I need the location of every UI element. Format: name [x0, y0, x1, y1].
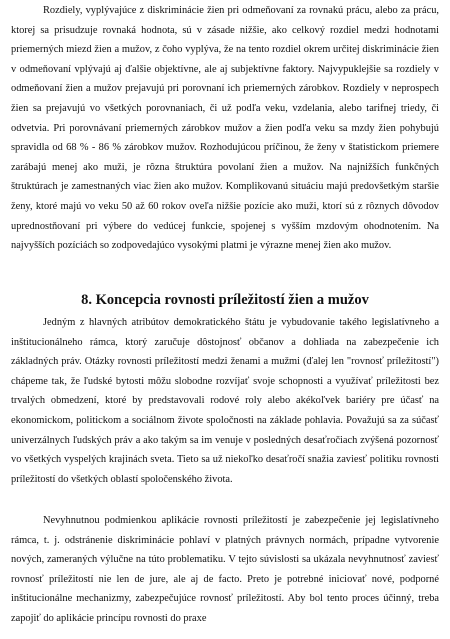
body-paragraph: Rozdiely, vyplývajúce z diskriminácie žien pri odmeňovaní za rovnakú prácu, alebo za prácu, ktorej sa prisudzuje rovnaká hodnota, sú v zásade nižšie, ako celkový rozdiel medzi hodnotami priemerných miezd žien a mužov, z čoho vyplýva, že na tento rozdiel okrem určitej diskriminácie žien v odmeňovaní vplývajú aj ďalšie objektívne, ale aj subjektívne faktory. Najvypuklejšie sa rozdiely v odmeňovaní žien a mužov prejavujú pri porovnaní ich priemerných zárobkov. Rozdiely v neprospech žien sa prejavujú vo všetkých porovnaniach, či už podľa veku, vzdelania, alebo tarifnej triedy, či odvetvia. Pri porovnávaní priemerných zárobkov mužov a žien podľa veku sa mzdy žien pohybujú spravidla od 68 % - 86 % zárobkov mužov. Rozhodujúcou príčinou, že ženy v štatistickom priemere zarábajú menej ako muži, je rôzna štruktúra povolaní žien a mužov. Na najnižších funkčných štruktúrach je zamestnaných viac žien ako mužov. Komplikovanú situáciu majú predovšetkým staršie ženy, ktoré majú vo veku 50 až 60 rokov oveľa nižšie pozície ako muži, ktorí sú z rôznych dôvodov uprednostňovaní pri výbere do vedúcej funkcie, spojenej s vyšším mzdovým ohodnotením. Na najvyšších pozíciách so zodpovedajúco vysokými platmi je výrazne menej žien ako mužov. [11, 5, 439, 252]
body-paragraph: Jedným z hlavných atribútov demokratického štátu je vybudovanie takého legislatívneho a inštitucionálneho rámca, ktorý zaručuje dôstojnosť občanov a dohliada na zabezpečenie ich základných práv. Otázky rovnosti príležitostí medzi ženami a mužmi (ďalej len "rovnosť príležitostí") chápeme tak, že ľudské bytosti môžu slobodne rozvíjať svoje schopnosti a využívať príležitosti bez trvalých obmedzení, ktoré by predstavovali rodové roly alebo akékoľvek bariéry pre účasť na ekonomickom, politickom a sociálnom živote spoločnosti na základe pohlavia. Považujú sa za súčasť univerzálnych ľudských práv a ako takým sa im venuje v posledných desaťročiach zvýšená pozornosť vo všetkých vyspelých krajinách sveta. Tieto sa už niekoľko desaťročí snažia zaviesť politiku rovnosti príležitostí do všetkých oblastí spoločenského života. [11, 317, 439, 485]
body-paragraph: Nevyhnutnou podmienkou aplikácie rovnosti príležitostí je zabezpečenie jej legislatívneho rámca, t. j. odstránenie diskriminácie pohlaví v platných právnych normách, prípadne vytvorenie nových, zameraných výlučne na túto problematiku. V tejto súvislosti sa ukázala nevyhnutnosť zaviesť rovnosť príležitostí nie len de jure, ale aj de facto. Preto je potrebné iniciovať nové, podporné inštitucionálne mechanizmy, zabezpečujúce rovnosť príležitostí. Aby bol tento proces účinný, treba zapojiť do aplikácie princípu rovnosti do praxe [11, 515, 439, 624]
section-heading: 8. Koncepcia rovnosti príležitostí žien a mužov [81, 292, 369, 308]
